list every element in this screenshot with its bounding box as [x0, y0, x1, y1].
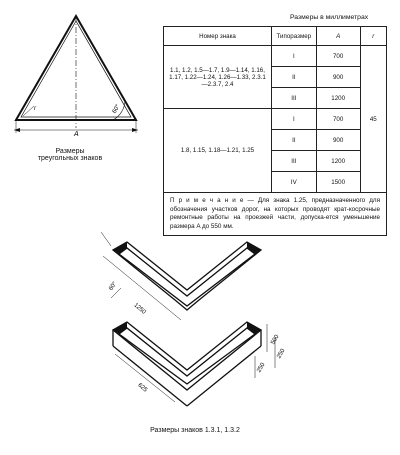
col-r: r: [360, 27, 386, 46]
cell-size: I: [271, 109, 316, 130]
cross-dim-250b: 250: [256, 362, 267, 374]
cell-A: 1500: [316, 172, 360, 193]
units-label: Размеры в миллиметрах: [290, 14, 369, 21]
cell-size: II: [271, 130, 316, 151]
triangle-label-angle: 60°: [111, 103, 122, 115]
cross-dim-500: 500: [270, 334, 281, 346]
cell-size: III: [271, 151, 316, 172]
cross-caption: Размеры знаков 1.3.1, 1.3.2: [150, 427, 240, 434]
cell-A: 1200: [316, 151, 360, 172]
cell-A: 700: [316, 46, 360, 67]
cell-A: 1200: [316, 88, 360, 109]
cell-A: 900: [316, 67, 360, 88]
col-size: Типоразмер: [271, 27, 316, 46]
cell-size: I: [271, 46, 316, 67]
cell-r: 45: [360, 46, 386, 193]
cross-diagram: [95, 228, 285, 418]
triangle-diagram: [8, 10, 158, 140]
col-A: A: [316, 27, 360, 46]
triangle-caption: [20, 148, 120, 162]
triangle-caption-line1: Размеры: [55, 148, 85, 155]
triangle-label-A: A: [74, 131, 79, 138]
cell-size: IV: [271, 172, 316, 193]
triangle-caption-line2: треугольных знаков: [37, 155, 103, 162]
group1-signs: 1.1, 1.2, 1.5—1.7, 1.9—1.14, 1.16, 1.17, 1.22—1.24, 1.26—1.33, 2.3.1—2.3.7, 2.4: [164, 46, 272, 109]
cell-A: 700: [316, 109, 360, 130]
note-text: П р и м е ч а н и е — Для знака 1.25, предназначенного для обозначения участков дорог, на которых проводят крат-косрочные ремонтные работы на проезжей части, допуска-ется уменьшение размера A до 550 мм.: [170, 197, 380, 230]
group2-signs: 1.8, 1.15, 1.18—1.21, 1.25: [164, 109, 272, 193]
cell-size: III: [271, 88, 316, 109]
cell-A: 900: [316, 130, 360, 151]
table-row: [164, 109, 387, 130]
col-sign-number: Номер знака: [164, 27, 272, 46]
dimension-table: [163, 26, 387, 236]
cross-dim-250a: 250: [276, 348, 287, 360]
cell-size: II: [271, 67, 316, 88]
cross-label-angle: 60°: [108, 281, 119, 292]
table-row: [164, 46, 387, 67]
cross-dim-625: 625: [136, 382, 148, 394]
triangle-label-r: r: [34, 106, 36, 112]
table-header-row: [164, 27, 387, 46]
cross-dim-1250: 1250: [132, 302, 147, 316]
